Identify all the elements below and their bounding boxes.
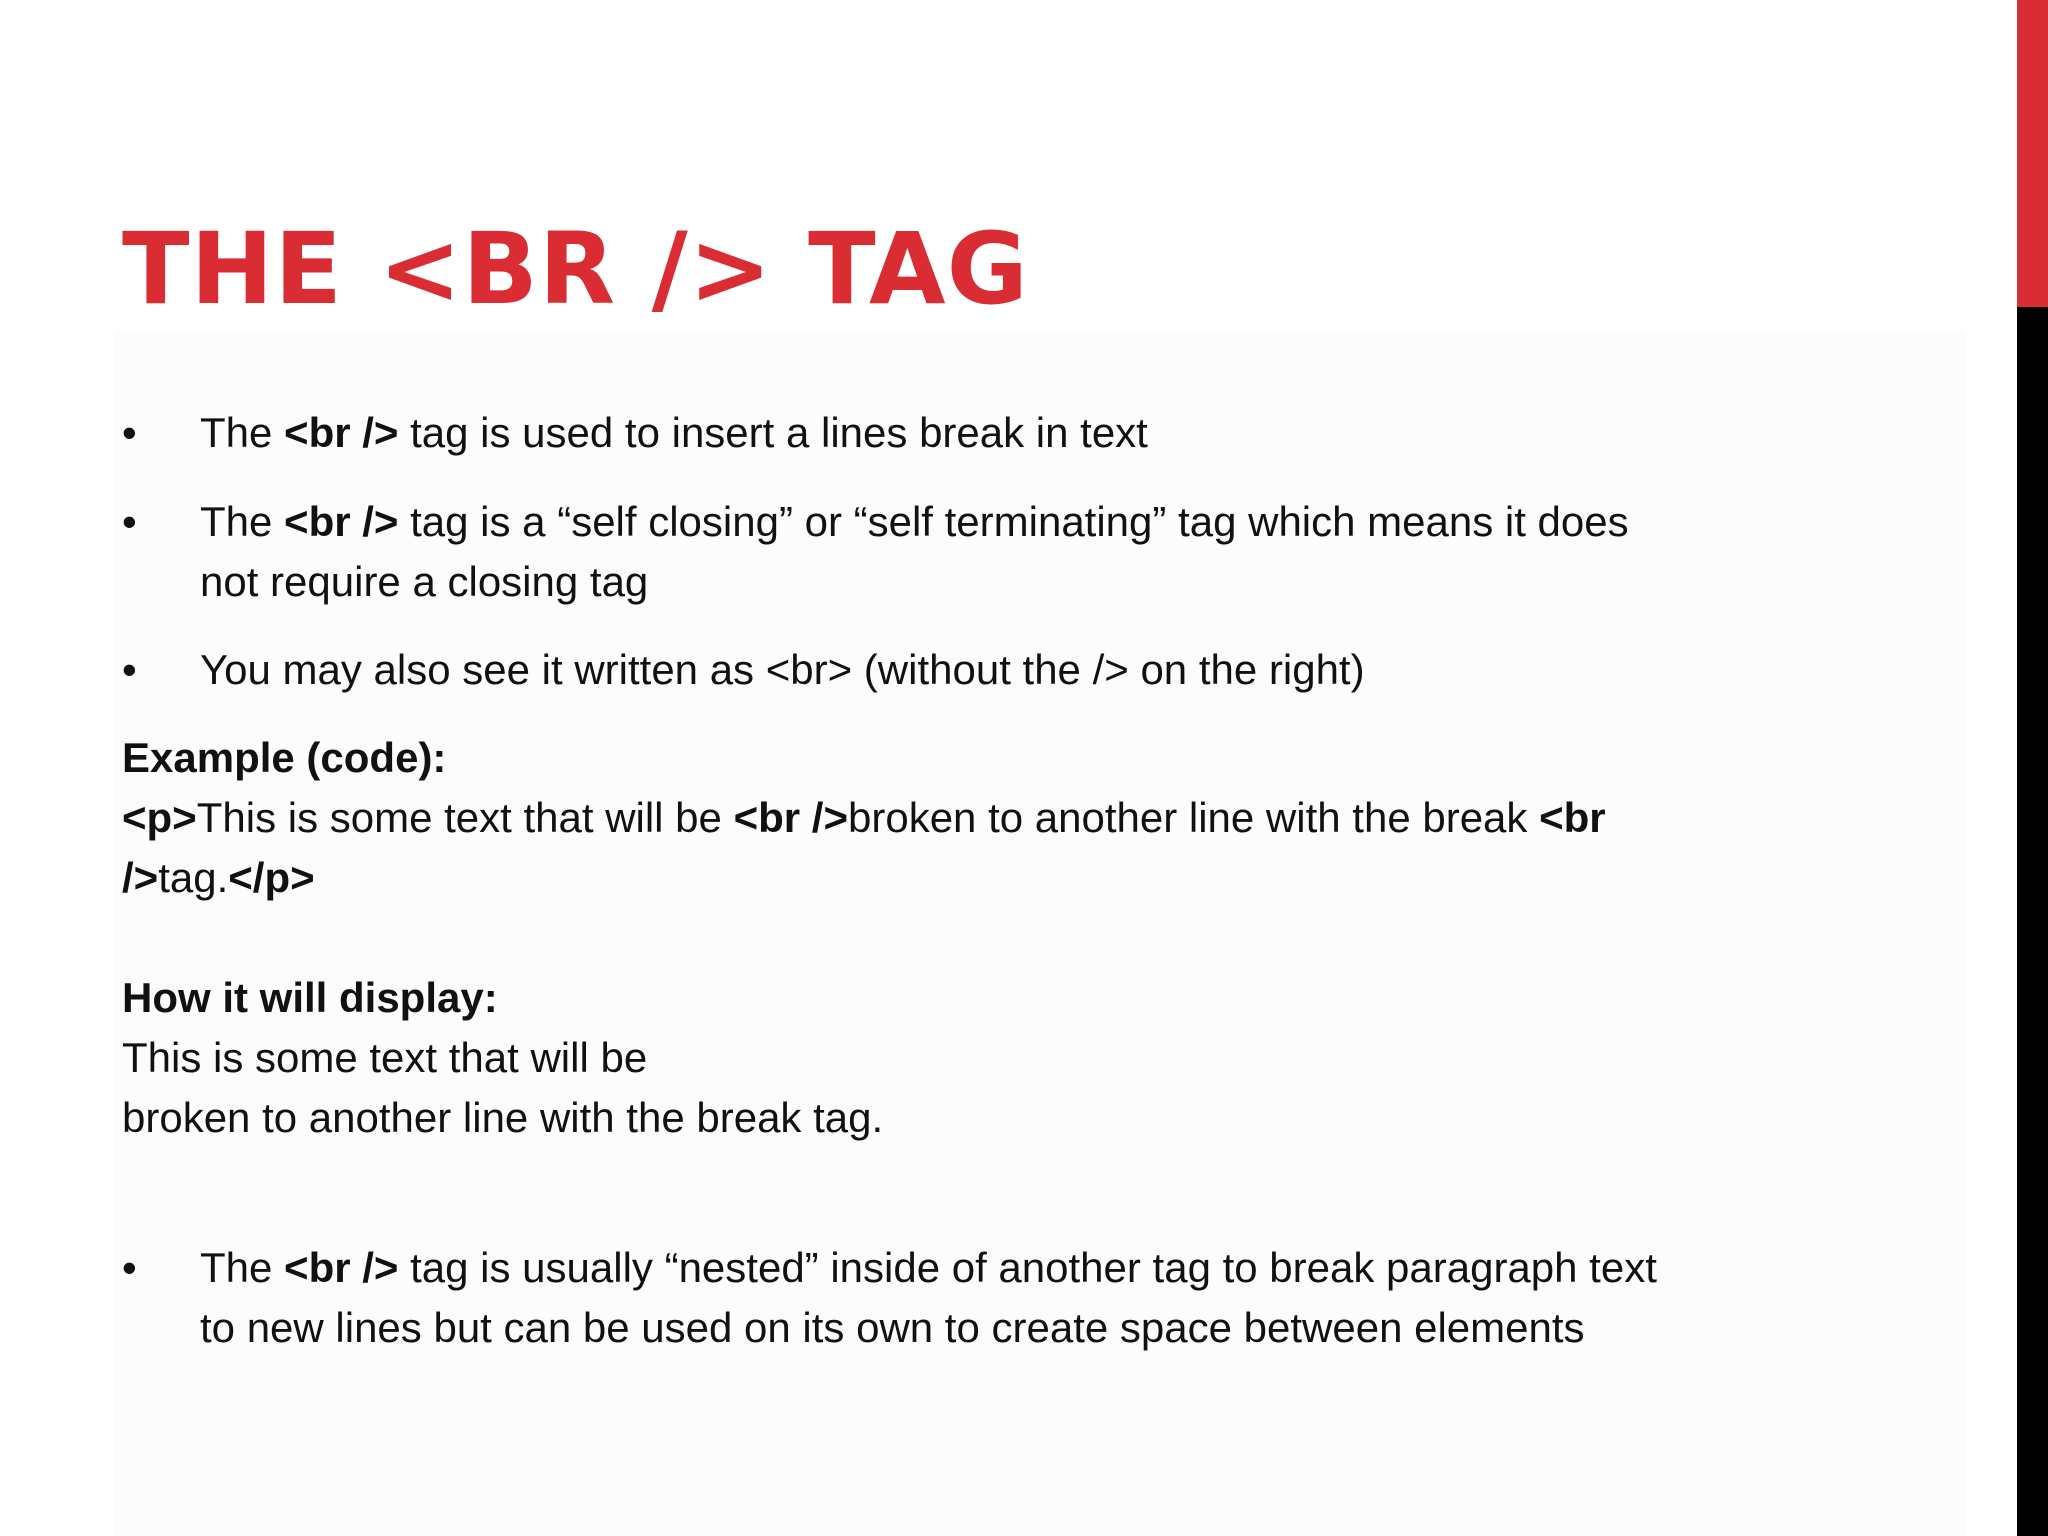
bullet-text-continuation: not require a closing tag	[200, 558, 649, 605]
bullet-text	[200, 403, 1900, 463]
code-close-p: </p>	[228, 854, 315, 901]
bullet-text-post: tag is a “self closing” or “self terminating” tag which means it does	[398, 498, 1629, 545]
code-br-2a: <br	[1539, 794, 1606, 841]
accent-bar-black	[2017, 307, 2048, 1536]
code-text-3: tag.	[158, 854, 229, 901]
bullet-text-post: tag is used to insert a lines break in text	[398, 409, 1148, 456]
bullet-text-continuation: to new lines but can be used on its own to create space between elements	[200, 1304, 1585, 1351]
bullet-code: <br />	[284, 1244, 399, 1291]
bullet-text	[200, 640, 1900, 700]
bullet-text-pre: The	[200, 498, 285, 545]
bullet-dot: •	[122, 646, 137, 693]
display-line-2: broken to another line with the break tag.	[122, 1094, 884, 1141]
code-br-1: <br />	[733, 794, 848, 841]
code-text-2: broken to another line with the break	[847, 794, 1540, 841]
bullet-text	[200, 1238, 1900, 1358]
bullet-dot: •	[122, 409, 137, 456]
bullet-dot: •	[122, 1244, 137, 1291]
code-open-p: <p>	[122, 794, 197, 841]
display-example-block	[122, 968, 1862, 1148]
accent-bar-red	[2017, 0, 2048, 307]
bullet-dot: •	[122, 498, 137, 545]
bullet-text-full: You may also see it written as <br> (without the /> on the right)	[200, 646, 1365, 693]
display-heading: How it will display:	[122, 974, 498, 1021]
bullet-code: <br />	[284, 498, 399, 545]
slide-title: THE <BR /> TAG	[122, 212, 1029, 327]
bullet-text-pre: The	[200, 1244, 285, 1291]
display-line-1: This is some text that will be	[122, 1034, 648, 1081]
code-text-1: This is some text that will be	[196, 794, 734, 841]
example-heading: Example (code):	[122, 734, 447, 781]
bullet-text-post: tag is usually “nested” inside of another tag to break paragraph text	[398, 1244, 1657, 1291]
bullet-code: <br />	[284, 409, 399, 456]
bullet-text	[200, 492, 1900, 612]
code-br-2b: />	[122, 854, 159, 901]
bullet-text-pre: The	[200, 409, 285, 456]
example-code-block	[122, 728, 1862, 908]
